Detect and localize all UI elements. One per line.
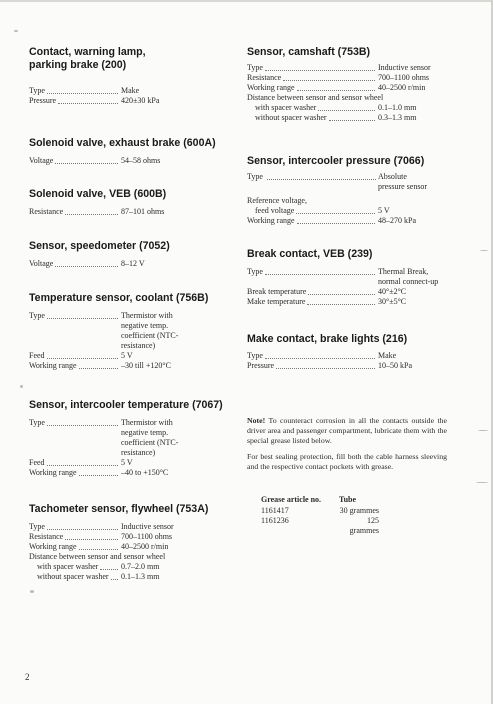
section-title: Solenoid valve, exhaust brake (600A) xyxy=(29,137,216,149)
spec-value: 0.1–1.3 mm xyxy=(121,572,160,581)
scan-speck xyxy=(480,250,488,251)
leader-dots xyxy=(47,425,118,426)
leader-dots xyxy=(58,103,118,104)
spec-row xyxy=(247,63,452,73)
leader-dots xyxy=(297,223,375,224)
spec-row xyxy=(247,297,452,307)
section-warning-lamp xyxy=(29,46,234,106)
spec-value: 0.7–2.0 mm xyxy=(121,562,160,571)
spec-value: 40–2500 r/min xyxy=(121,542,169,551)
spec-value: 5 V xyxy=(121,351,133,360)
spec-value: Thermistor with xyxy=(121,311,173,320)
section-brake-lights-contact xyxy=(247,333,452,371)
spec-value: 5 V xyxy=(378,206,390,215)
spec-row-continued: pressure sensor xyxy=(378,182,428,191)
spec-row xyxy=(247,206,452,216)
spec-label: without spacer washer xyxy=(255,113,327,122)
leader-dots xyxy=(265,70,375,71)
scan-speck xyxy=(30,590,34,593)
section-speedometer-sensor xyxy=(29,240,234,269)
spec-row xyxy=(247,267,452,277)
spec-label: Feed xyxy=(29,351,45,360)
spec-row-continued xyxy=(29,428,234,438)
table-row: 1161417 30 grammes xyxy=(261,506,379,515)
spec-value: –30 till +120°C xyxy=(121,361,171,370)
leader-dots xyxy=(55,266,118,267)
distance-label: Distance between sensor and sensor wheel xyxy=(247,93,384,102)
spec-row-continued xyxy=(247,277,452,287)
spec-row xyxy=(29,542,234,552)
spec-label: without spacer washer xyxy=(37,572,109,581)
spec-row xyxy=(29,259,234,269)
spec-label: Break temperature xyxy=(247,287,307,296)
spec-value: 87–101 ohms xyxy=(121,207,165,216)
spec-value: Thermal Break, xyxy=(378,267,429,276)
leader-dots xyxy=(308,294,375,295)
spec-row xyxy=(29,562,234,572)
spec-value: negative temp. xyxy=(121,428,169,437)
spec-value: Thermistor with xyxy=(121,418,173,427)
section-title: Solenoid valve, VEB (600B) xyxy=(29,188,167,200)
section-title: Make contact, brake lights (216) xyxy=(247,333,408,345)
spec-label: Type xyxy=(247,63,263,72)
spec-row xyxy=(29,522,234,532)
spec-row xyxy=(29,468,234,478)
note-text: To counteract corrosion in all the contacts outside the driver area and passenger compartment, lubricate them with the special grease listed below. xyxy=(247,416,447,445)
section-exhaust-brake-valve xyxy=(29,137,234,166)
spec-row: Type Absolute xyxy=(247,172,407,181)
spec-row-continued xyxy=(29,438,234,448)
scan-speck xyxy=(478,430,488,431)
reference-voltage-label: Reference voltage, xyxy=(247,196,307,205)
spec-label: feed voltage xyxy=(255,206,295,215)
section-title: Sensor, camshaft (753B) xyxy=(247,46,371,58)
leader-dots xyxy=(79,475,118,476)
sealing-note: For best sealing protection, fill both the cable harness sleeving and the respective contact pockets with grease. xyxy=(247,452,447,471)
spec-value: Make xyxy=(378,351,397,360)
spec-label: Type xyxy=(29,86,45,95)
leader-dots xyxy=(265,274,375,275)
spec-label: Working range xyxy=(29,468,77,477)
spec-label: Resistance xyxy=(29,207,64,216)
corrosion-note xyxy=(247,416,447,478)
page-number: 2 xyxy=(25,672,30,682)
section-intercooler-pressure-sensor xyxy=(247,155,452,226)
grease-table-header: Grease article no. Tube xyxy=(261,495,357,504)
leader-dots xyxy=(47,318,118,319)
spec-value: normal connect-up xyxy=(378,277,439,286)
section-intercooler-temp-sensor xyxy=(29,399,234,478)
spec-value: 48–270 kPa xyxy=(378,216,416,225)
scan-speck xyxy=(14,30,18,32)
spec-value: coefficient (NTC- xyxy=(121,331,179,340)
leader-dots xyxy=(47,358,118,359)
spec-row-continued xyxy=(29,341,234,351)
spec-value: coefficient (NTC- xyxy=(121,438,179,447)
leader-dots xyxy=(297,90,375,91)
spec-label: Feed xyxy=(29,458,45,467)
spec-row-continued xyxy=(29,321,234,331)
spec-label: Type xyxy=(29,311,45,320)
spec-label: Voltage xyxy=(29,156,54,165)
spec-label: Type xyxy=(29,418,45,427)
spec-label: Working range xyxy=(247,216,295,225)
spec-row xyxy=(29,311,234,321)
spec-row xyxy=(247,113,452,123)
leader-dots xyxy=(276,368,375,369)
spec-row xyxy=(29,572,234,582)
leader-dots xyxy=(307,304,375,305)
spec-value: 8–12 V xyxy=(121,259,145,268)
spec-value: 0.3–1.3 mm xyxy=(378,113,417,122)
distance-label: Distance between sensor and sensor wheel xyxy=(29,552,166,561)
spec-value: –40 to +150°C xyxy=(121,468,169,477)
section-tachometer-sensor xyxy=(29,503,234,582)
spec-value: 420±30 kPa xyxy=(121,96,160,105)
spec-row xyxy=(247,73,452,83)
section-veb-valve xyxy=(29,188,234,217)
spec-row-continued xyxy=(29,331,234,341)
note-label: Note! xyxy=(247,416,266,425)
spec-value: 700–1100 ohms xyxy=(121,532,173,541)
spec-value: Inductive sensor xyxy=(121,522,174,531)
spec-row xyxy=(247,287,452,297)
spec-row xyxy=(29,156,234,166)
spec-row xyxy=(247,216,452,226)
leader-dots xyxy=(79,549,118,550)
spec-row xyxy=(247,361,452,371)
section-title: Sensor, intercooler pressure (7066) xyxy=(247,155,425,167)
spec-label: Pressure xyxy=(29,96,57,105)
spec-row xyxy=(29,86,234,96)
spec-label: Type xyxy=(247,351,263,360)
spec-label: Type xyxy=(247,267,263,276)
spec-row xyxy=(247,351,452,361)
spec-label: Working range xyxy=(247,83,295,92)
page-top-edge xyxy=(0,0,493,2)
section-title: Tachometer sensor, flywheel (753A) xyxy=(29,503,209,515)
section-title: Contact, warning lamp, parking brake (200) xyxy=(29,46,146,71)
leader-dots xyxy=(296,213,375,214)
grease-table xyxy=(261,495,401,535)
section-veb-break-contact xyxy=(247,248,452,307)
spec-value: 0.1–1.0 mm xyxy=(378,103,417,112)
leader-dots xyxy=(47,465,118,466)
spec-value: 10–50 kPa xyxy=(378,361,412,370)
leader-dots xyxy=(47,529,118,530)
scan-speck xyxy=(476,482,488,483)
leader-dots xyxy=(79,368,118,369)
spec-label: Pressure xyxy=(247,361,275,370)
spec-value: Inductive sensor xyxy=(378,63,431,72)
spec-value: Make xyxy=(121,86,140,95)
section-title: Sensor, speedometer (7052) xyxy=(29,240,170,252)
section-camshaft-sensor xyxy=(247,46,452,123)
spec-row xyxy=(247,83,452,93)
spec-value: 40°±2°C xyxy=(378,287,407,296)
spec-label: Resistance xyxy=(29,532,64,541)
spec-row-continued xyxy=(29,448,234,458)
table-row: 1161236 125 grammes xyxy=(261,516,379,535)
spec-label: Working range xyxy=(29,361,77,370)
leader-dots xyxy=(318,110,375,111)
spec-row xyxy=(29,351,234,361)
leader-dots xyxy=(111,579,118,580)
spec-value: 54–58 ohms xyxy=(121,156,161,165)
spec-row xyxy=(29,96,234,106)
spec-value: 5 V xyxy=(121,458,133,467)
leader-dots xyxy=(283,80,375,81)
spec-label: with spacer washer xyxy=(37,562,99,571)
leader-dots xyxy=(47,93,118,94)
spec-label: Make temperature xyxy=(247,297,306,306)
leader-dots xyxy=(265,358,375,359)
section-title: Break contact, VEB (239) xyxy=(247,248,373,260)
spec-row xyxy=(29,532,234,542)
scan-speck xyxy=(20,385,23,388)
section-title: Temperature sensor, coolant (756B) xyxy=(29,292,209,304)
spec-label: Voltage xyxy=(29,259,54,268)
spec-value: resistance) xyxy=(121,341,156,350)
leader-dots xyxy=(55,163,118,164)
leader-dots xyxy=(100,569,118,570)
spec-label: Resistance xyxy=(247,73,282,82)
section-coolant-temp-sensor xyxy=(29,292,234,371)
section-title: Sensor, intercooler temperature (7067) xyxy=(29,399,223,411)
spec-row xyxy=(29,207,234,217)
leader-dots xyxy=(329,120,375,121)
spec-value: negative temp. xyxy=(121,321,169,330)
spec-value: 40–2500 r/min xyxy=(378,83,426,92)
spec-label: Type xyxy=(29,522,45,531)
spec-label: with spacer washer xyxy=(255,103,317,112)
leader-dots xyxy=(65,539,118,540)
spec-value: 30°±5°C xyxy=(378,297,407,306)
spec-row xyxy=(29,361,234,371)
spec-row xyxy=(29,418,234,428)
spec-label: Working range xyxy=(29,542,77,551)
spec-value: resistance) xyxy=(121,448,156,457)
leader-dots xyxy=(65,214,118,215)
spec-value: 700–1100 ohms xyxy=(378,73,430,82)
spec-row xyxy=(29,458,234,468)
spec-row xyxy=(247,103,452,113)
